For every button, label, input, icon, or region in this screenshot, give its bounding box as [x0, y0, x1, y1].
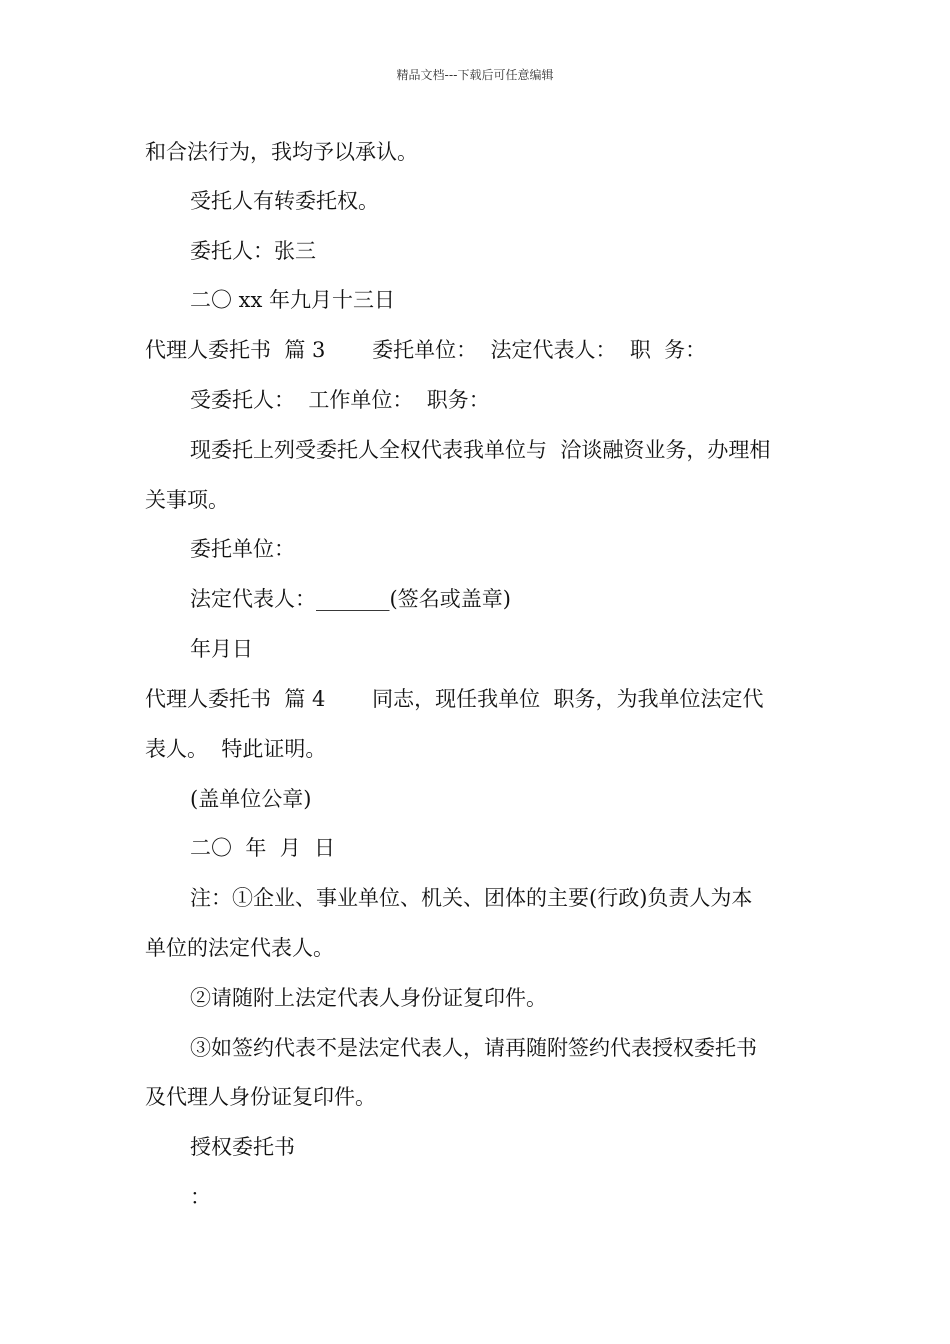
date-line: 二〇 xx 年九月十三日 [190, 288, 396, 312]
text-line: 委托人：张三 [190, 239, 316, 263]
text-line: 委托单位： [190, 537, 295, 561]
text-line: (盖单位公章) [190, 787, 312, 811]
text-line: 关事项。 [145, 488, 229, 512]
signature-line: 法定代表人：_______(签名或盖章) [190, 587, 511, 611]
text-line: 现委托上列受委托人全权代表我单位与 洽谈融资业务，办理相 [190, 438, 771, 462]
section-heading: 代理人委托书 篇 4 同志，现任我单位 职务，为我单位法定代 [145, 687, 764, 711]
note-line: 单位的法定代表人。 [145, 936, 334, 960]
text-line: 表人。 特此证明。 [145, 737, 327, 761]
note-line: 及代理人身份证复印件。 [145, 1085, 376, 1109]
text-line: 和合法行为，我均予以承认。 [145, 140, 418, 164]
note-line: ②请随附上法定代表人身份证复印件。 [190, 986, 547, 1010]
date-line: 年月日 [190, 637, 253, 661]
text-line: 受委托人： 工作单位： 职务： [190, 388, 490, 412]
text-line: 受托人有转委托权。 [190, 189, 379, 213]
page-header: 精品文档---下载后可任意编辑 [396, 68, 554, 82]
note-line: ③如签约代表不是法定代表人，请再随附签约代表授权委托书 [190, 1036, 757, 1060]
note-line: 注：①企业、事业单位、机关、团体的主要(行政)负责人为本 [190, 886, 753, 910]
date-line: 二〇 年 月 日 [190, 836, 336, 860]
text-line: ： [190, 1185, 211, 1209]
section-heading: 授权委托书 [190, 1135, 295, 1159]
section-heading: 代理人委托书 篇 3 委托单位： 法定代表人： 职 务： [145, 338, 707, 362]
